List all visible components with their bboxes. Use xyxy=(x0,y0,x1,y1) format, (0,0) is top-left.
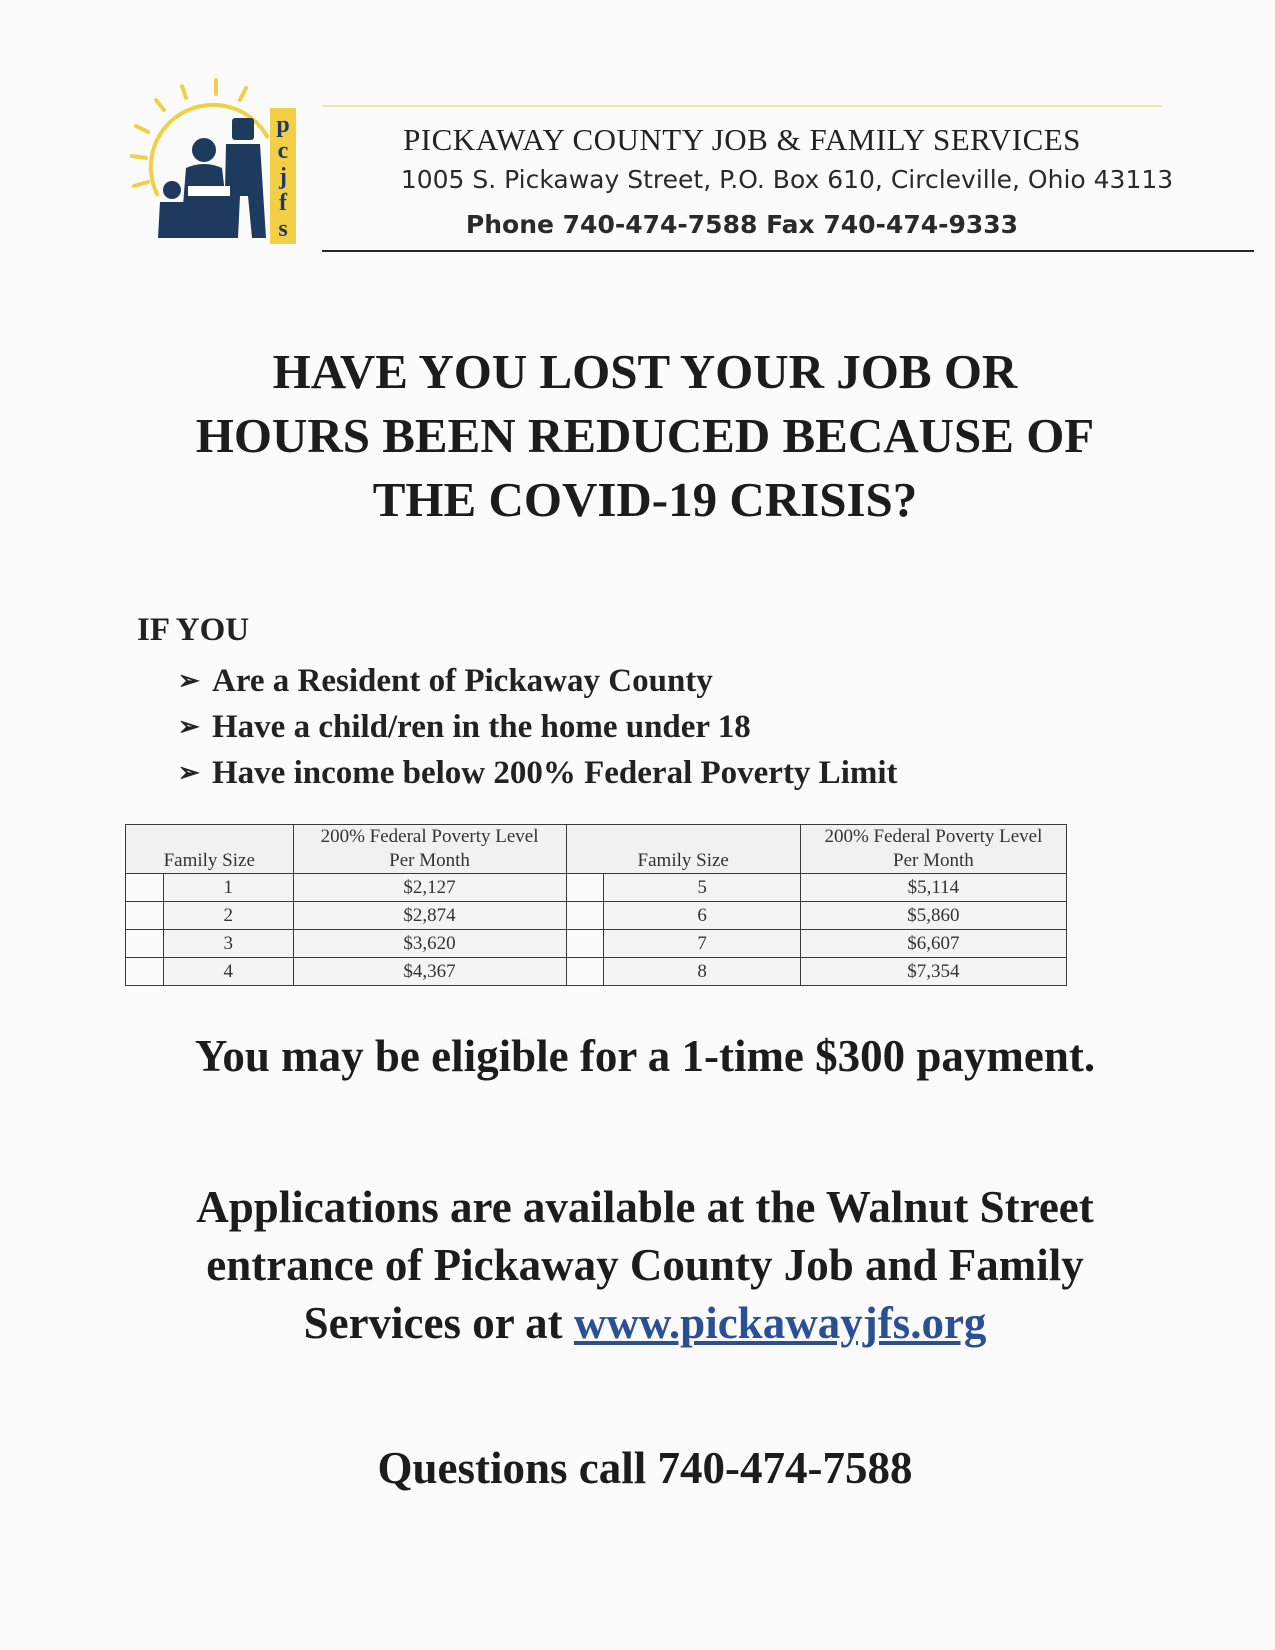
poverty-level-table xyxy=(125,824,1067,986)
table-stub-cell xyxy=(566,930,604,958)
header-top-rule xyxy=(322,105,1162,107)
applications-line-2: entrance of Pickaway County Job and Family xyxy=(206,1240,1084,1290)
amount-cell: $5,114 xyxy=(800,874,1066,902)
applications-line-1: Applications are available at the Walnut Street xyxy=(196,1182,1094,1232)
svg-text:s: s xyxy=(278,216,288,242)
table-stub-cell xyxy=(126,874,164,902)
eligibility-item-text: Have a child/ren in the home under 18 xyxy=(212,709,751,745)
eligibility-intro: IF YOU xyxy=(137,612,250,648)
amount-cell: $7,354 xyxy=(800,958,1066,986)
fpl-header-line-1: 200% Federal Poverty Level xyxy=(824,826,1043,847)
arrow-bullet-icon: ➢ xyxy=(178,712,200,741)
applications-line-3-prefix: Services or at xyxy=(303,1298,574,1348)
table-header-row xyxy=(126,825,1067,874)
amount-cell: $4,367 xyxy=(293,958,566,986)
payment-statement: You may be eligible for a 1-time $300 payment. xyxy=(194,1031,1096,1081)
table-stub-cell xyxy=(566,902,604,930)
column-header-fpl xyxy=(800,825,1066,874)
applications-info xyxy=(100,1178,1190,1352)
eligibility-item-text: Have income below 200% Federal Poverty Limit xyxy=(212,755,898,791)
eligibility-item-text: Are a Resident of Pickaway County xyxy=(212,663,713,699)
org-phone-fax: Phone 740-474-7588 Fax 740-474-9333 xyxy=(465,210,1019,239)
svg-text:p: p xyxy=(276,112,290,138)
family-size-cell: 7 xyxy=(604,930,800,958)
table-row xyxy=(126,958,1067,986)
arrow-bullet-icon: ➢ xyxy=(178,666,200,695)
eligibility-item xyxy=(178,658,898,704)
svg-text:f: f xyxy=(279,190,287,216)
family-size-cell: 4 xyxy=(163,958,293,986)
column-header-family-size: Family Size xyxy=(566,825,800,874)
amount-cell: $3,620 xyxy=(293,930,566,958)
amount-cell: $2,127 xyxy=(293,874,566,902)
org-name: PICKAWAY COUNTY JOB & FAMILY SERVICES xyxy=(403,122,1081,157)
table-stub-cell xyxy=(126,930,164,958)
family-size-cell: 8 xyxy=(604,958,800,986)
eligibility-item xyxy=(178,750,898,796)
table-stub-cell xyxy=(566,874,604,902)
eligibility-item xyxy=(178,704,898,750)
questions-phone: Questions call 740-474-7588 xyxy=(377,1443,913,1493)
applications-line-3 xyxy=(100,1294,1190,1352)
pcjfs-logo xyxy=(128,78,318,258)
headline-line-2: HOURS BEEN REDUCED BECAUSE OF xyxy=(195,408,1095,463)
column-header-fpl xyxy=(293,825,566,874)
table-stub-cell xyxy=(126,902,164,930)
svg-text:j: j xyxy=(279,164,287,190)
headline-line-3: THE COVID-19 CRISIS? xyxy=(372,472,918,527)
header-bottom-rule xyxy=(322,250,1254,252)
table-stub-cell xyxy=(566,958,604,986)
amount-cell: $5,860 xyxy=(800,902,1066,930)
table-row xyxy=(126,902,1067,930)
family-size-cell: 5 xyxy=(604,874,800,902)
svg-text:c: c xyxy=(277,138,289,164)
family-size-cell: 1 xyxy=(163,874,293,902)
column-header-family-size: Family Size xyxy=(126,825,294,874)
family-size-cell: 2 xyxy=(163,902,293,930)
headline-line-1: HAVE YOU LOST YOUR JOB OR xyxy=(272,344,1018,399)
fpl-header-line-2: Per Month xyxy=(389,850,470,871)
amount-cell: $2,874 xyxy=(293,902,566,930)
eligibility-list xyxy=(178,658,898,796)
table-stub-cell xyxy=(126,958,164,986)
website-link[interactable]: www.pickawayjfs.org xyxy=(573,1298,987,1348)
amount-cell: $6,607 xyxy=(800,930,1066,958)
table-row xyxy=(126,930,1067,958)
table-row xyxy=(126,874,1067,902)
headline xyxy=(110,340,1180,532)
fpl-header-line-2: Per Month xyxy=(893,850,974,871)
family-size-cell: 6 xyxy=(604,902,800,930)
arrow-bullet-icon: ➢ xyxy=(178,758,200,787)
fpl-header-line-1: 200% Federal Poverty Level xyxy=(320,826,539,847)
org-address: 1005 S. Pickaway Street, P.O. Box 610, Circleville, Ohio 43113 xyxy=(400,165,1174,194)
family-size-cell: 3 xyxy=(163,930,293,958)
